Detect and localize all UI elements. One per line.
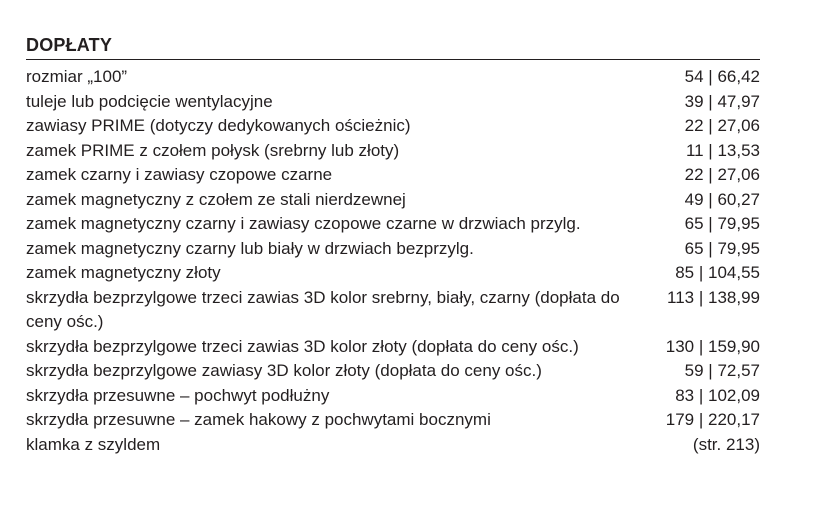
item-label: zamek PRIME z czołem połysk (srebrny lub złoty) bbox=[26, 140, 400, 160]
item-label: tuleje lub podcięcie wentylacyjne bbox=[26, 91, 273, 111]
item-price: (str. 213) bbox=[692, 434, 760, 454]
item-price: 113 | 138,99 bbox=[667, 287, 760, 307]
item-label: zamek magnetyczny złoty bbox=[26, 263, 221, 282]
surcharge-list bbox=[26, 60, 760, 457]
list-item bbox=[26, 408, 760, 433]
list-item bbox=[26, 139, 760, 164]
item-label: klamka z szyldem bbox=[26, 434, 161, 454]
list-item bbox=[26, 212, 760, 237]
item-price: 49 | 60,27 bbox=[684, 189, 760, 209]
list-item bbox=[26, 359, 760, 384]
item-label: skrzydła bezprzylgowe trzeci zawias 3D kolor srebrny, biały, czarny (dopłata do ceny ośc.) bbox=[26, 287, 620, 331]
list-item bbox=[26, 261, 760, 286]
item-price: 39 | 47,97 bbox=[684, 91, 760, 111]
list-item bbox=[26, 335, 760, 360]
item-label: skrzydła przesuwne – pochwyt podłużny bbox=[26, 385, 330, 405]
item-price: 11 | 13,53 bbox=[685, 140, 760, 160]
item-price: 22 | 27,06 bbox=[684, 165, 760, 184]
list-item bbox=[26, 188, 760, 213]
item-label: rozmiar „100” bbox=[26, 67, 128, 86]
item-price: 83 | 102,09 bbox=[675, 385, 760, 405]
list-item bbox=[26, 90, 760, 115]
list-item bbox=[26, 65, 760, 90]
item-label: skrzydła przesuwne – zamek hakowy z pochwytami bocznymi bbox=[26, 410, 491, 429]
item-label: zamek czarny i zawiasy czopowe czarne bbox=[26, 165, 333, 184]
item-label: skrzydła bezprzylgowe trzeci zawias 3D kolor złoty (dopłata do ceny ośc.) bbox=[26, 336, 579, 356]
item-price: 179 | 220,17 bbox=[665, 410, 760, 429]
item-label: zamek magnetyczny czarny i zawiasy czopowe czarne w drzwiach przylg. bbox=[26, 214, 581, 233]
item-label: zawiasy PRIME (dotyczy dedykowanych ościeżnic) bbox=[26, 116, 411, 135]
list-item bbox=[26, 163, 760, 188]
item-price: 130 | 159,90 bbox=[665, 336, 760, 356]
list-item bbox=[26, 384, 760, 409]
item-label: skrzydła bezprzylgowe zawiasy 3D kolor złoty (dopłata do ceny ośc.) bbox=[26, 361, 542, 380]
item-label: zamek magnetyczny z czołem ze stali nierdzewnej bbox=[26, 189, 406, 209]
item-price: 54 | 66,42 bbox=[684, 67, 760, 86]
section-title: DOPŁATY bbox=[26, 34, 760, 60]
list-item bbox=[26, 114, 760, 139]
item-price: 85 | 104,55 bbox=[675, 263, 760, 282]
surcharges-section bbox=[26, 34, 760, 457]
item-price: 22 | 27,06 bbox=[684, 116, 760, 135]
item-label: zamek magnetyczny czarny lub biały w drzwiach bezprzylg. bbox=[26, 238, 474, 258]
list-item bbox=[26, 237, 760, 262]
item-price: 65 | 79,95 bbox=[684, 214, 760, 233]
list-item bbox=[26, 286, 760, 335]
item-price: 59 | 72,57 bbox=[684, 361, 760, 380]
item-price: 65 | 79,95 bbox=[684, 238, 760, 258]
list-item bbox=[26, 433, 760, 458]
